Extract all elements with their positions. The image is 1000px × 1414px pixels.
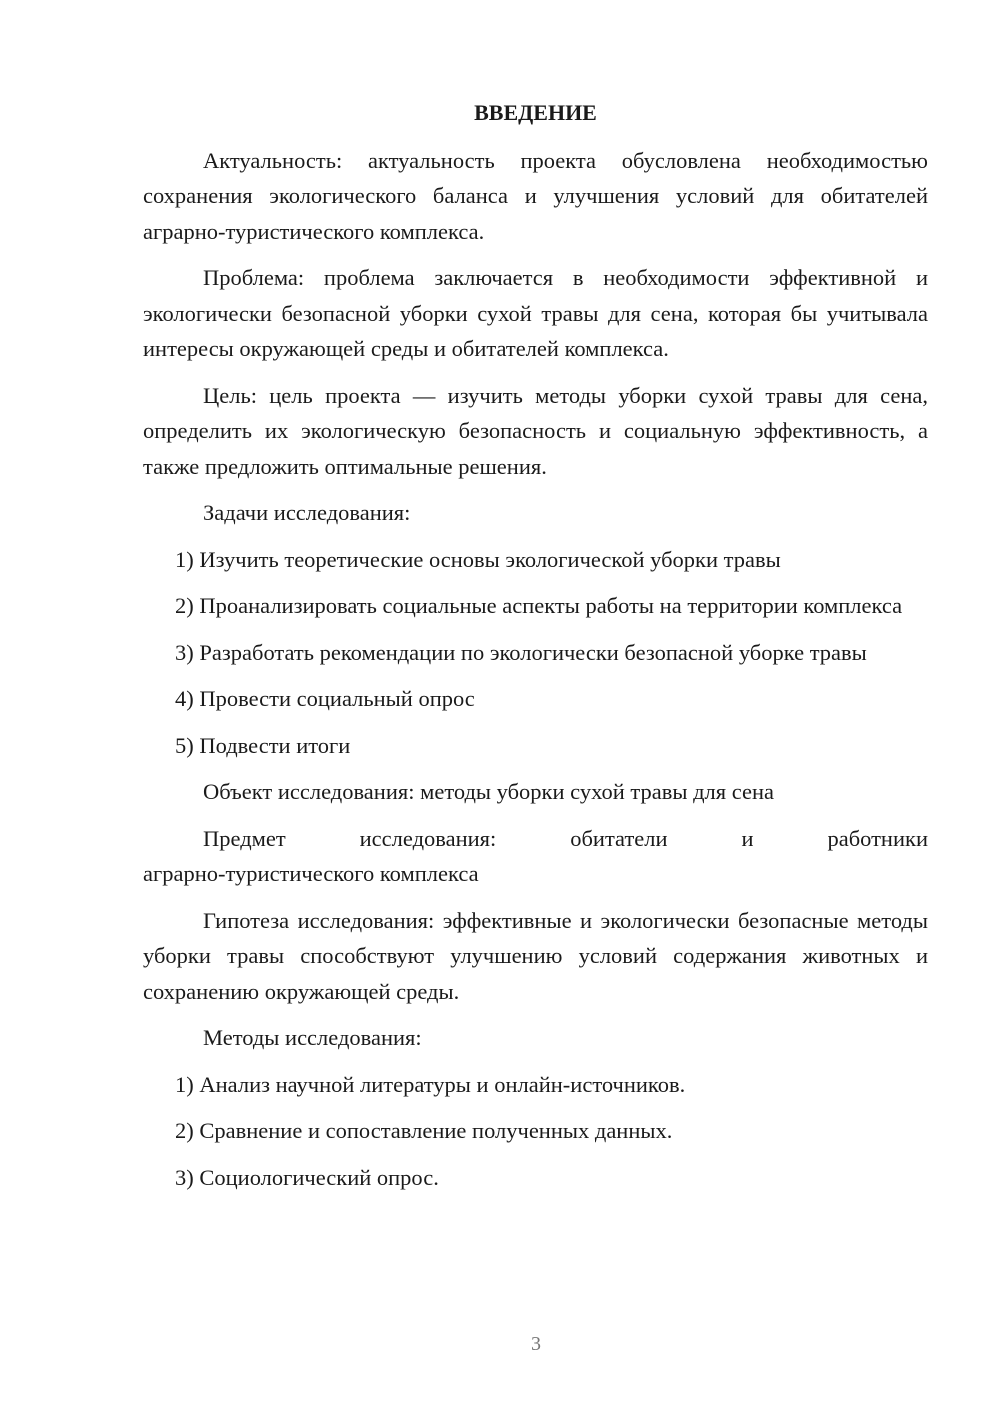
task-item: 5) Подвести итоги xyxy=(175,732,351,758)
method-item: 2) Сравнение и сопоставление полученных данных. xyxy=(175,1118,673,1143)
problem-paragraph: Проблема: проблема заключается в необходимости эффективной и экологически безопасной уборки сухой травы для сена, которая бы учитывала интересы окружающей среды и обитателей комплекса. xyxy=(143,265,928,361)
method-item: 3) Социологический опрос. xyxy=(175,1164,439,1190)
document-body xyxy=(143,95,928,1206)
document-title: ВВЕДЕНИЕ xyxy=(474,100,597,125)
task-item: 3) Разработать рекомендации по экологически безопасной уборке травы xyxy=(175,639,867,665)
methods-heading: Методы исследования: xyxy=(203,1025,422,1050)
task-item: 1) Изучить теоретические основы экологической уборки травы xyxy=(175,546,781,572)
task-item: 4) Провести социальный опрос xyxy=(175,686,475,711)
object-paragraph: Объект исследования: методы уборки сухой травы для сена xyxy=(203,779,775,804)
subject-paragraph xyxy=(143,821,928,892)
goal-paragraph: Цель: цель проекта — изучить методы уборки сухой травы для сена, определить их экологическую безопасность и социальную эффективность, а также предложить оптимальные решения. xyxy=(143,382,928,479)
page-number: 3 xyxy=(531,1333,541,1355)
relevance-paragraph: Актуальность: актуальность проекта обусловлена необходимостью сохранения экологического баланса и улучшения условий для обитателей аграрно-туристического комплекса. xyxy=(143,147,928,244)
subject-line-2: аграрно-туристического комплекса xyxy=(143,861,479,886)
method-item: 1) Анализ научной литературы и онлайн-источников. xyxy=(175,1071,686,1097)
tasks-heading: Задачи исследования: xyxy=(203,500,411,525)
subject-line-1: Предмет исследования: обитатели и работники xyxy=(203,825,928,851)
hypothesis-paragraph: Гипотеза исследования: эффективные и экологически безопасные методы уборки травы способствуют улучшению условий содержания животных и сохранению окружающей среды. xyxy=(143,907,928,1004)
task-item: 2) Проанализировать социальные аспекты работы на территории комплекса xyxy=(175,593,903,618)
